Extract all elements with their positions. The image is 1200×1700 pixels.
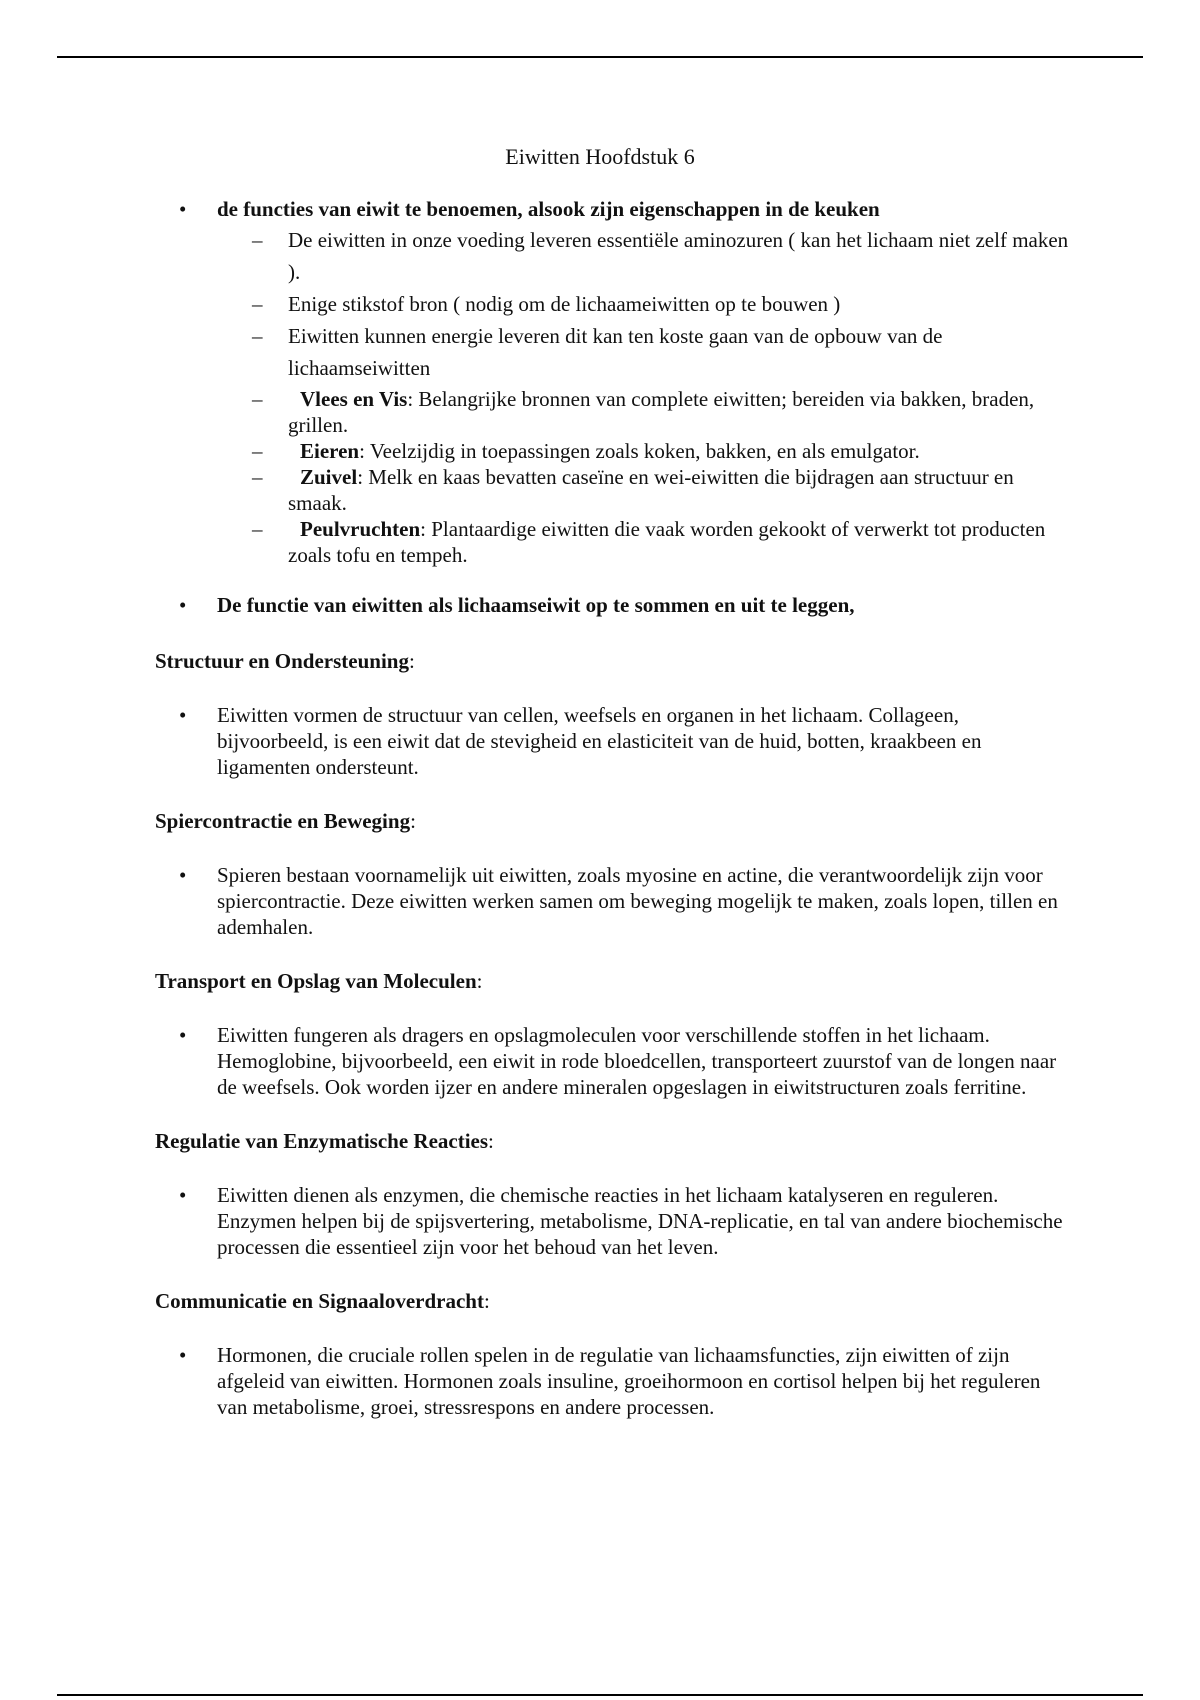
section2-heading: De functie van eiwitten als lichaamseiwit op te sommen en uit te leggen, [217,593,855,617]
list-item [0,464,1075,516]
function-block [155,1288,1075,1420]
section1-bullet [155,196,1075,222]
bullet-icon: • [179,593,187,617]
function-bullet [155,1022,1075,1100]
function-text: Spieren bestaan voornamelijk uit eiwitten, zoals myosine en actine, die verantwoordelijk zijn voor spiercontractie. Deze eiwitten werken samen om beweging mogelijk te maken, zoals lopen, tillen en ademhalen. [217,863,1058,939]
kitchen-text: : Veelzijdig in toepassingen zoals koken, bakken, en als emulgator. [359,439,920,463]
function-text: Eiwitten dienen als enzymen, die chemische reacties in het lichaam katalyseren en reguleren. Enzymen helpen bij de spijsvertering, metabolisme, DNA-replicatie, en tal van andere biochemische processen die essentieel zijn voor het behoud van het leven. [217,1183,1063,1259]
kitchen-term: Peulvruchten [300,517,421,541]
list-item [0,288,1075,320]
function-block [155,968,1075,1100]
function-text: Hormonen, die cruciale rollen spelen in de regulatie van lichaamsfuncties, zijn eiwitten of zijn afgeleid van eiwitten. Hormonen zoals insuline, groeihormoon en cortisol helpen bij het reguleren van metabolisme, groei, stressrespons en andere processen. [217,1343,1041,1419]
function-colon: : [408,649,415,673]
list-item-text: Enige stikstof bron ( nodig om de lichaameiwitten op te bouwen ) [288,292,841,316]
kitchen-term: Vlees en Vis [300,387,408,411]
function-text: Eiwitten fungeren als dragers en opslagmoleculen voor verschillende stoffen in het lichaam. Hemoglobine, bijvoorbeeld, een eiwit in rode bloedcellen, transporteert zuurstof van de longen naar de weefsels. Ook worden ijzer en andere mineralen opgeslagen in eiwitstructuren zoals ferritine. [217,1023,1057,1099]
function-title: Regulatie van Enzymatische Reacties [155,1129,489,1153]
function-title: Communicatie en Signaaloverdracht [155,1289,484,1313]
bullet-icon: • [179,1343,187,1367]
section1-list [0,224,1075,568]
kitchen-text: : Melk en kaas bevatten caseïne en wei-eiwitten die bijdragen aan structuur en smaak. [288,465,1014,515]
function-title: Transport en Opslag van Moleculen [155,969,477,993]
page-title: Eiwitten Hoofdstuk 6 [505,144,695,169]
function-bullet [155,862,1075,940]
function-heading [155,1288,1075,1314]
dash-icon: – [252,517,263,541]
function-heading [155,968,1075,994]
function-bullet [155,1182,1075,1260]
function-bullet [155,702,1075,780]
function-block [155,1128,1075,1260]
list-item-text: De eiwitten in onze voeding leveren essentiële aminozuren ( kan het lichaam niet zelf maken ). [288,228,1069,284]
function-heading [155,648,1075,674]
function-title: Structuur en Ondersteuning [155,649,409,673]
kitchen-term: Zuivel [300,465,358,489]
function-colon: : [488,1129,494,1153]
dash-icon: – [252,465,263,489]
dash-icon: – [252,228,263,252]
function-bullet [155,1342,1075,1420]
list-item [0,438,1075,464]
function-colon: : [410,809,416,833]
bullet-icon: • [179,1023,187,1047]
list-item [0,386,1075,438]
dash-icon: – [252,439,263,463]
bullet-icon: • [179,197,187,221]
bullet-icon: • [179,1183,187,1207]
kitchen-text: : Plantaardige eiwitten die vaak worden gekookt of verwerkt tot producten zoals tofu en tempeh. [288,517,1046,567]
list-item [0,224,1075,288]
document-body [155,196,1075,1420]
list-item [0,516,1075,568]
function-colon: : [476,969,483,993]
bullet-icon: • [179,703,187,727]
function-colon: : [483,1289,490,1313]
function-title: Spiercontractie en Beweging [155,809,411,833]
dash-icon: – [252,292,263,316]
dash-icon: – [252,324,263,348]
section2-bullet [155,592,1075,618]
bullet-icon: • [179,863,187,887]
function-heading [155,1128,1075,1154]
kitchen-term: Eieren [300,439,360,463]
kitchen-text: : Belangrijke bronnen van complete eiwitten; bereiden via bakken, braden, grillen. [288,387,1035,437]
function-block [155,648,1075,780]
function-heading [155,808,1075,834]
function-text: Eiwitten vormen de structuur van cellen, weefsels en organen in het lichaam. Collageen, bijvoorbeeld, is een eiwit dat de stevigheid en elasticiteit van de huid, botten, kraakbeen en ligamenten ondersteunt. [217,703,982,779]
footer-rule [57,1694,1143,1696]
function-block [155,808,1075,940]
dash-icon: – [252,387,263,411]
header-rule [57,56,1143,58]
section1-heading: de functies van eiwit te benoemen, alsook zijn eigenschappen in de keuken [217,197,880,221]
list-item-text: Eiwitten kunnen energie leveren dit kan ten koste gaan van de opbouw van de lichaamseiwitten [288,324,943,380]
list-item [0,320,1075,384]
